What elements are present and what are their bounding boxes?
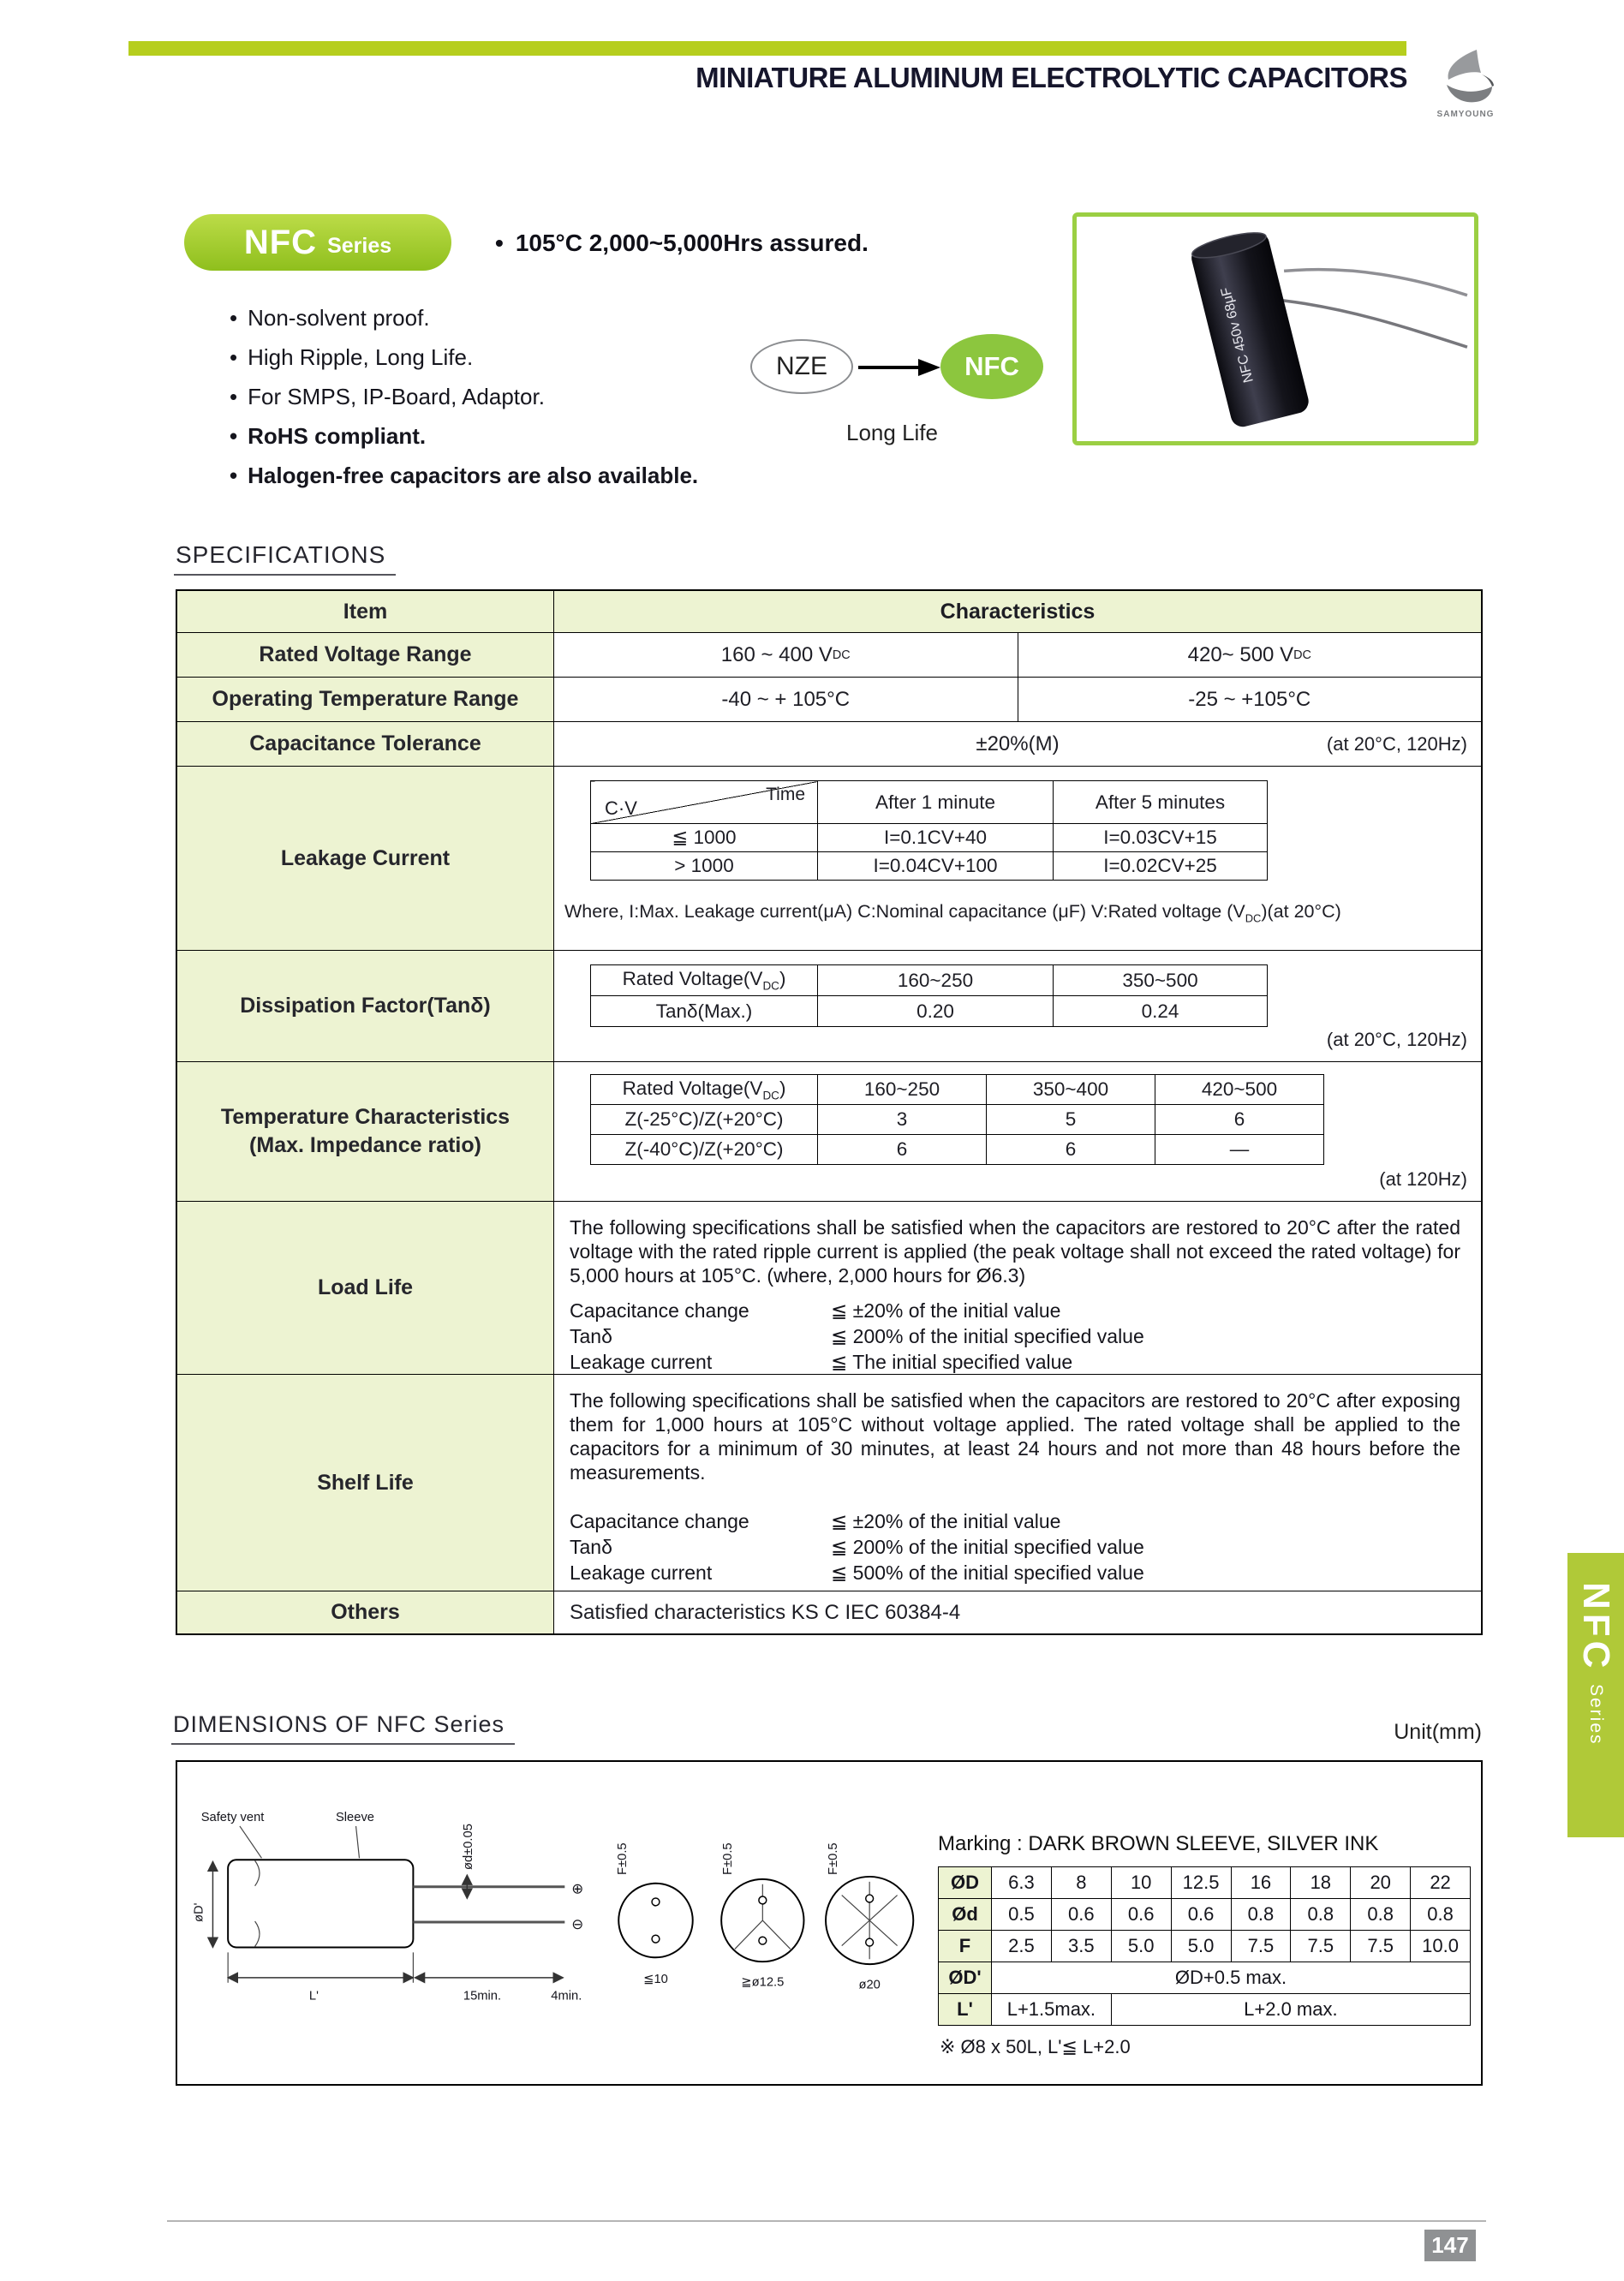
- dim-value: 7.5: [1351, 1931, 1411, 1962]
- condition-note: (at 20°C, 120Hz): [1326, 732, 1467, 755]
- arrow-right-icon: [858, 356, 940, 379]
- page-title: MINIATURE ALUMINUM ELECTROLYTIC CAPACITORS: [696, 62, 1407, 93]
- dimensions-footnote: ※ Ø8 x 50L, L'≦ L+2.0: [940, 2036, 1131, 2057]
- capacitor-side-view: [228, 1860, 413, 1947]
- dim-value: 20: [1351, 1867, 1411, 1899]
- row-header: Z(-25°C)/Z(+20°C): [591, 1105, 818, 1135]
- ratio-value: 6: [987, 1135, 1155, 1165]
- spec-value: ≦ 500% of the initial specified value: [831, 1561, 1144, 1584]
- item-label: Temperature Characteristics: [220, 1105, 510, 1129]
- item-label: Capacitance Tolerance: [177, 722, 554, 766]
- value-text: 160 ~ 400 V: [720, 642, 833, 666]
- tolerance-value: ±20%(M): [976, 731, 1060, 755]
- dim-value: 0.6: [1111, 1899, 1171, 1931]
- cv-range: > 1000: [591, 852, 818, 881]
- dim-value: L+1.5max.: [992, 1994, 1112, 2026]
- feature-list: [230, 298, 698, 495]
- dim-value: 5.0: [1111, 1931, 1171, 1962]
- cv-range: ≦ 1000: [591, 824, 818, 852]
- dim-value: 0.6: [1171, 1899, 1231, 1931]
- feature-item: • Non-solvent proof.: [230, 298, 698, 337]
- feature-item: • High Ripple, Long Life.: [230, 337, 698, 377]
- condition-note: (at 20°C, 120Hz): [1326, 1029, 1467, 1050]
- old-series-label: NZE: [750, 339, 853, 394]
- subscript: DC: [1245, 911, 1262, 925]
- spec-name: Capacitance change: [570, 1510, 749, 1532]
- row-dissipation-factor: [177, 950, 1481, 1061]
- marking-note: Marking : DARK BROWN SLEEVE, SILVER INK: [938, 1832, 1379, 1855]
- spec-name: Leakage current: [570, 1351, 713, 1373]
- temp-range-low: -40 ~ + 105°C: [554, 678, 1018, 721]
- dim-value: 2.5: [992, 1931, 1052, 1962]
- dim-value: 16: [1231, 1867, 1291, 1899]
- ratio-value: 5: [987, 1105, 1155, 1135]
- unit-label: Unit(mm): [1394, 1720, 1482, 1744]
- series-badge-sub: Series: [327, 234, 392, 258]
- dimension-drawing: [186, 1786, 927, 2058]
- feature-item: • Halogen-free capacitors are also available.: [230, 456, 698, 495]
- lead-length-label: 15min.: [463, 1989, 502, 2003]
- impedance-table: [590, 1074, 1324, 1165]
- shelf-life-paragraph: The following specifications shall be satisfied when the capacitors are restored to 20°C after exposing them for 1,000 hours at 105°C without voltage applied. The rated voltage shall be applied to the capacitors for a minimum of 30 minutes, at least 24 hours and not more than 48 hours before the measurements.: [570, 1389, 1460, 1484]
- note-text: Where, I:Max. Leakage current(μA) C:Nominal capacitance (μF) V:Rated voltage (V: [564, 901, 1245, 922]
- dim-value: 5.0: [1171, 1931, 1231, 1962]
- f-spacing-label: F±0.5: [720, 1842, 735, 1875]
- row-leakage-current: [177, 766, 1481, 950]
- footer-divider: [167, 2220, 1486, 2222]
- value-text: 420~ 500 V: [1187, 642, 1294, 666]
- dim-value: 6.3: [992, 1867, 1052, 1899]
- formula: I=0.02CV+25: [1054, 852, 1268, 881]
- item-label: Load Life: [177, 1202, 554, 1374]
- minus-polarity-icon: ⊖: [571, 1915, 584, 1932]
- capacitor-lead: [1282, 301, 1467, 347]
- dimensions-heading: DIMENSIONS OF NFC Series: [171, 1711, 515, 1745]
- size-mid-label: ≧ø12.5: [741, 1975, 785, 1990]
- others-value: Satisfied characteristics KS C IEC 60384-4: [570, 1600, 961, 1624]
- dim-value: 7.5: [1291, 1931, 1351, 1962]
- col-header: 350~400: [987, 1075, 1155, 1105]
- row-rated-voltage: [177, 632, 1481, 677]
- spec-name: Leakage current: [570, 1561, 713, 1584]
- spec-value: ≦ The initial specified value: [831, 1351, 1073, 1373]
- dim-value: 0.8: [1411, 1899, 1471, 1931]
- dim-value: 0.8: [1291, 1899, 1351, 1931]
- dimensions-table: [938, 1866, 1471, 2026]
- size-large-label: ø20: [858, 1978, 881, 1992]
- item-label: Rated Voltage Range: [177, 633, 554, 677]
- dim-value: 10.0: [1411, 1931, 1471, 1962]
- f-spacing-label: F±0.5: [616, 1842, 630, 1875]
- new-series-label: NFC: [940, 334, 1043, 399]
- plus-polarity-icon: ⊕: [571, 1880, 584, 1897]
- spec-name: Tanδ: [570, 1536, 612, 1558]
- col-header: 160~250: [818, 965, 1054, 996]
- note-text: )(at 20°C): [1261, 901, 1341, 922]
- ratio-value: 3: [818, 1105, 987, 1135]
- row-capacitance-tolerance: [177, 721, 1481, 766]
- item-label: Shelf Life: [177, 1375, 554, 1591]
- shelf-life-specs: [570, 1508, 1460, 1585]
- spec-header-row: [177, 591, 1481, 632]
- diagonal-header-cell: [591, 781, 818, 824]
- item-label: Others: [177, 1591, 554, 1633]
- row-shelf-life: [177, 1374, 1481, 1591]
- formula: I=0.04CV+100: [818, 852, 1054, 881]
- load-life-paragraph: The following specifications shall be satisfied when the capacitors are restored to 20°C after the rated voltage with the rated ripple current is applied (the peak voltage shall not exceed the rated voltage) for 5,000 hours at 105°C. (where, 2,000 hours for Ø6.3): [570, 1216, 1460, 1287]
- dim-value: 10: [1111, 1867, 1171, 1899]
- side-tab-sub: Series: [1586, 1684, 1606, 1746]
- feature-item: • RoHS compliant.: [230, 416, 698, 456]
- rated-voltage-low: [554, 633, 1018, 677]
- condition-note: (at 120Hz): [1379, 1168, 1467, 1190]
- item-sublabel: (Max. Impedance ratio): [249, 1133, 481, 1157]
- brand-logo: [1415, 46, 1516, 128]
- row-others: [177, 1591, 1481, 1633]
- dim-value: 0.6: [1051, 1899, 1111, 1931]
- rated-voltage-high: [1018, 633, 1482, 677]
- capacitor-photo: [1072, 212, 1478, 445]
- col-header: After 1 minute: [818, 781, 1054, 824]
- dissipation-table: [590, 964, 1268, 1027]
- dim-row-label: ØD': [939, 1962, 992, 1994]
- row-header: Tanδ(Max.): [591, 996, 818, 1027]
- spec-value: ≦ ±20% of the initial value: [831, 1299, 1061, 1322]
- capacitor-illustration: [1077, 217, 1474, 441]
- leakage-current-table: [590, 780, 1268, 881]
- dim-value: 0.8: [1231, 1899, 1291, 1931]
- column-header-item: Item: [177, 591, 554, 632]
- spec-value: ≦ ±20% of the initial value: [831, 1510, 1061, 1532]
- tan-delta-value: 0.24: [1054, 996, 1268, 1027]
- header-accent-bar: [128, 41, 1406, 56]
- diag-time-label: Time: [766, 785, 805, 804]
- series-badge: [184, 214, 451, 271]
- row-header: Rated $Voltage(V_{DC})$: [591, 1075, 818, 1105]
- tolerance-cell: [554, 722, 1481, 766]
- ratio-value: 6: [1155, 1105, 1324, 1135]
- tan-delta-value: 0.20: [818, 996, 1054, 1027]
- dim-value: 18: [1291, 1867, 1351, 1899]
- specifications-table: [176, 589, 1483, 1635]
- dim-value: 8: [1051, 1867, 1111, 1899]
- dim-row-label: Ød: [939, 1899, 992, 1931]
- diag-cv-label: C·V: [605, 797, 637, 819]
- subscript: DC: [1293, 648, 1311, 662]
- spec-value: ≦ 200% of the initial specified value: [831, 1325, 1144, 1347]
- row-header: Z(-40°C)/Z(+20°C): [591, 1135, 818, 1165]
- row-temperature-characteristics: [177, 1061, 1481, 1201]
- dim-value: 0.5: [992, 1899, 1052, 1931]
- subscript: DC: [832, 648, 851, 662]
- side-tab-nfc-series: [1567, 1553, 1624, 1837]
- dim-value: 7.5: [1231, 1931, 1291, 1962]
- col-header: 350~500: [1054, 965, 1268, 996]
- row-operating-temperature: [177, 677, 1481, 721]
- evolution-caption: Long Life: [846, 420, 938, 445]
- body-length-label: L': [308, 1989, 319, 2003]
- formula: I=0.1CV+40: [818, 824, 1054, 852]
- ratio-value: —: [1155, 1135, 1324, 1165]
- row-header: Rated $Voltage(V_{DC})$: [591, 965, 818, 996]
- dim-row-label: F: [939, 1931, 992, 1962]
- dim-value: L+2.0 max.: [1111, 1994, 1470, 2026]
- feature-item: • For SMPS, IP-Board, Adaptor.: [230, 377, 698, 416]
- ratio-value: 6: [818, 1135, 987, 1165]
- row-load-life: [177, 1201, 1481, 1374]
- dim-value: 3.5: [1051, 1931, 1111, 1962]
- brand-logo-icon: [1415, 46, 1516, 128]
- dim-row-label: L': [939, 1994, 992, 2026]
- brand-name: SAMYOUNG: [1436, 110, 1495, 119]
- lead-diameter-label: ød±0.05: [462, 1824, 476, 1871]
- dim-value: 0.8: [1351, 1899, 1411, 1931]
- f-spacing-label: F±0.5: [826, 1842, 840, 1875]
- page-number: 147: [1424, 2230, 1476, 2261]
- col-header: 160~250: [818, 1075, 987, 1105]
- spec-name: Tanδ: [570, 1325, 612, 1347]
- col-header: After 5 minutes: [1054, 781, 1268, 824]
- safety-vent-label: Safety vent: [200, 1811, 265, 1825]
- spec-name: Capacitance change: [570, 1299, 749, 1322]
- item-label: Operating Temperature Range: [177, 678, 554, 721]
- leakage-note: [564, 901, 1481, 924]
- bottom-view-small: [618, 1884, 693, 1958]
- capacitor-lead: [1284, 270, 1467, 296]
- dim-value: ØD+0.5 max.: [992, 1962, 1471, 1994]
- dimensions-box: [176, 1760, 1483, 2086]
- assured-note: • 105°C 2,000~5,000Hrs assured.: [495, 230, 869, 257]
- sleeve-label: Sleeve: [335, 1811, 375, 1825]
- temp-range-high: -25 ~ +105°C: [1188, 687, 1311, 711]
- lead-tip-label: 4min.: [551, 1989, 582, 2003]
- dim-value: 12.5: [1171, 1867, 1231, 1899]
- dim-value: 22: [1411, 1867, 1471, 1899]
- series-badge-name: NFC: [243, 223, 318, 261]
- capacitor-body: [1188, 227, 1311, 429]
- item-label: Leakage Current: [177, 767, 554, 950]
- dim-row-label: ØD: [939, 1867, 992, 1899]
- size-small-label: ≦10: [643, 1972, 668, 1986]
- spec-value: ≦ 200% of the initial specified value: [831, 1536, 1144, 1558]
- body-diameter-label: øD': [192, 1902, 206, 1922]
- load-life-specs: [570, 1298, 1460, 1375]
- col-header: 420~500: [1155, 1075, 1324, 1105]
- formula: I=0.03CV+15: [1054, 824, 1268, 852]
- side-tab-main: NFC: [1575, 1582, 1617, 1673]
- specifications-heading: SPECIFICATIONS: [174, 541, 396, 576]
- item-label: Dissipation Factor(Tanδ): [177, 951, 554, 1061]
- capacitor-print-label: NFC 450v 68μF: [1217, 285, 1257, 385]
- column-header-characteristics: Characteristics: [554, 591, 1481, 632]
